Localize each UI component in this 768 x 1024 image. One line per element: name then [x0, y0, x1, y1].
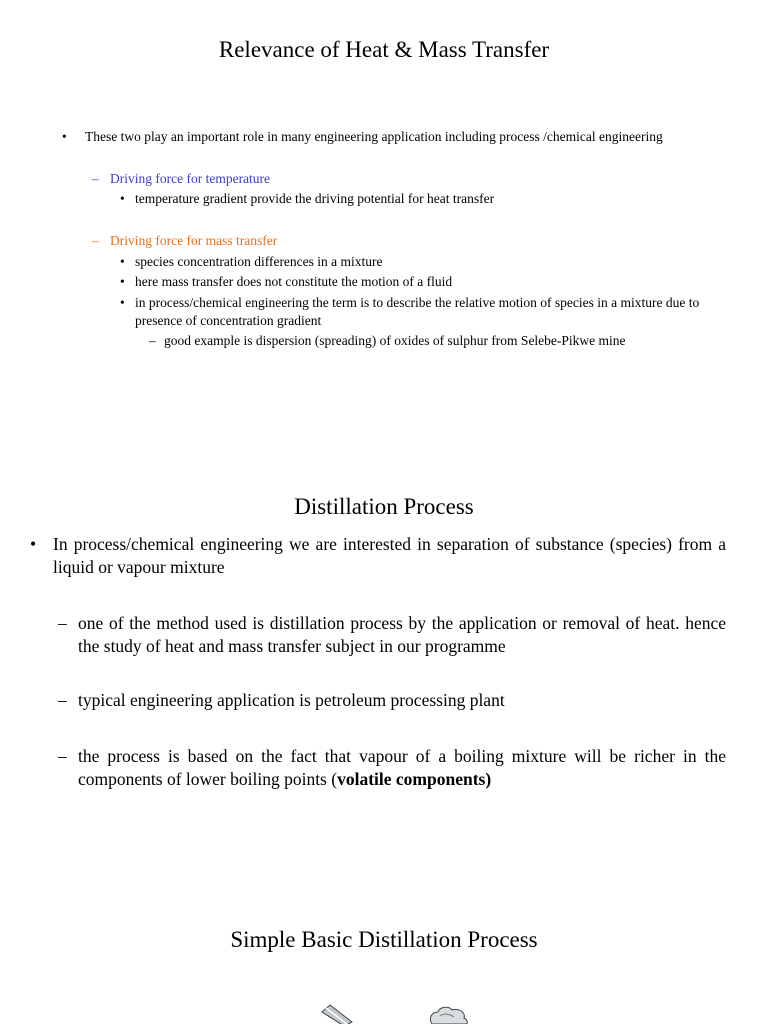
bullet-glyph: • — [120, 191, 125, 206]
mass-point: in process/chemical engineering the term is to describe the relative motion of species in a mixture due to presence of concentration gradient — [135, 295, 700, 328]
bullet-glyph: • — [30, 534, 37, 554]
dash-glyph: – — [92, 171, 99, 186]
dash-glyph: – — [58, 746, 67, 766]
sub-point-last — [78, 745, 726, 791]
intro-bullet-text: These two play an important role in many engineering application including process /chemical engineering — [85, 129, 663, 144]
main-bullet-text: In process/chemical engineering we are interested in separation of substance (species) from a liquid or vapour mixture — [53, 534, 726, 577]
temperature-point: temperature gradient provide the driving potential for heat transfer — [135, 191, 495, 206]
bullet-glyph: • — [120, 254, 125, 269]
dash-glyph: – — [58, 690, 67, 710]
bullet-glyph: • — [120, 274, 125, 289]
mass-point: species concentration differences in a mixture — [135, 254, 383, 269]
temperature-heading: Driving force for temperature — [110, 171, 271, 186]
mass-example: good example is dispersion (spreading) of oxides of sulphur from Selebe-Pikwe mine — [164, 333, 626, 348]
condenser-tube-icon — [322, 1005, 352, 1024]
slide3-title: Simple Basic Distillation Process — [230, 927, 538, 952]
sub-point: typical engineering application is petroleum processing plant — [78, 690, 505, 710]
sub-point: one of the method used is distillation process by the application or removal of heat. hence the study of heat and mass transfer subject in our programme — [78, 613, 726, 656]
last-point-bold: volatile components) — [337, 769, 492, 789]
bullet-glyph: • — [62, 129, 67, 144]
slide2-title: Distillation Process — [294, 494, 474, 519]
bullet-glyph: • — [120, 295, 125, 310]
flask-icon — [430, 1007, 467, 1024]
dash-glyph: – — [149, 333, 156, 348]
last-point-text: the process is based on the fact that vapour of a boiling mixture will be richer in the components of lower boiling points ( — [78, 746, 726, 789]
mass-heading: Driving force for mass transfer — [110, 233, 278, 248]
mass-point: here mass transfer does not constitute the motion of a fluid — [135, 274, 453, 289]
distillation-apparatus-illustration — [300, 996, 500, 1024]
dash-glyph: – — [58, 613, 67, 633]
dash-glyph: – — [92, 233, 99, 248]
slide1-title: Relevance of Heat & Mass Transfer — [218, 37, 550, 62]
